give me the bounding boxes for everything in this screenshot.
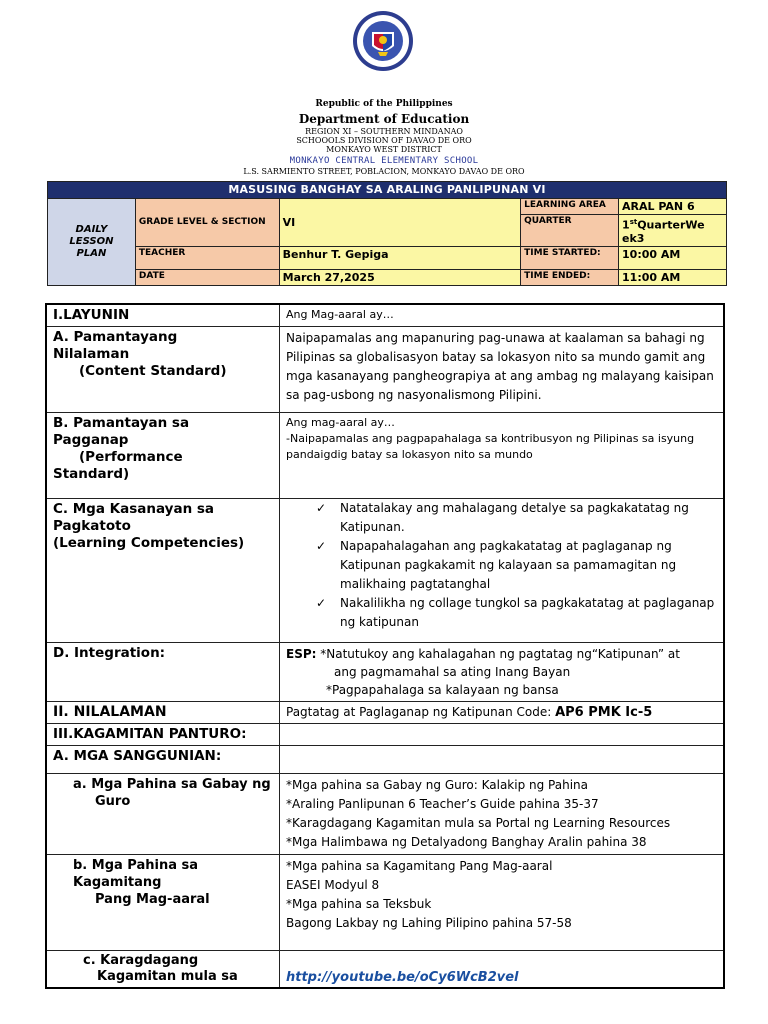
time-ended-label: TIME ENDED: bbox=[521, 269, 619, 285]
performance-standard-label: B. Pamantayan sa Pagganap (Performance Standard) bbox=[46, 413, 280, 499]
teacher-label: TEACHER bbox=[135, 246, 279, 269]
dll-info-table bbox=[47, 181, 727, 286]
kagamitang-mag-aaral-label: b. Mga Pahina sa Kagamitang Pang Mag-aaral bbox=[46, 855, 280, 951]
list-item: ✓ Natatalakay ang mahalagang detalye sa pagkakatatag ng Katipunan. bbox=[316, 501, 689, 534]
competencies-value bbox=[280, 499, 725, 643]
list-item: ✓ Nakalilikha ng collage tungkol sa pagkakatatag at paglaganap ng katipunan bbox=[316, 596, 715, 629]
row-karagdagang-kagamitan bbox=[46, 951, 724, 989]
row-sanggunian bbox=[46, 746, 724, 774]
integration-label: D. Integration: bbox=[46, 643, 280, 702]
youtube-link[interactable]: http://youtube.be/oCy6WcB2vel bbox=[286, 970, 519, 985]
row-competencies bbox=[46, 499, 724, 643]
date-label: DATE bbox=[135, 269, 279, 285]
row-performance-standard bbox=[46, 413, 724, 499]
row-content-standard bbox=[46, 327, 724, 413]
check-icon: ✓ bbox=[316, 539, 327, 553]
quarter-value: 1stQuarterWe ek3 bbox=[619, 215, 727, 247]
header-school-name: MONKAYO CENTRAL ELEMENTARY SCHOOL bbox=[289, 156, 479, 166]
kagamitan-label: III.KAGAMITAN PANTURO: bbox=[46, 724, 280, 746]
performance-standard-intro: Ang mag-aaral ay… bbox=[286, 416, 395, 429]
quarter-label: QUARTER bbox=[521, 215, 619, 247]
header-republic: Republic of the Philippines bbox=[315, 99, 453, 109]
teacher-value: Benhur T. Gepiga bbox=[279, 246, 521, 269]
list-item: ✓ Napapahalagahan ang pagkakatatag at paglaganap ng Katipunan pagkakamit ng kalayaan sa pamamagitan ng malikhaing pagtatanghal bbox=[316, 539, 677, 591]
performance-standard-value bbox=[280, 413, 725, 499]
list-item: *Mga Halimbawa ng Detalyadong Banghay Aralin pahina 38 bbox=[286, 835, 647, 849]
header-region: REGION XI – SOUTHERN MINDANAO bbox=[305, 127, 463, 136]
time-started-label: TIME STARTED: bbox=[521, 246, 619, 269]
list-item: *Araling Panlipunan 6 Teacher’s Guide pahina 35-37 bbox=[286, 797, 599, 811]
sanggunian-label: A. MGA SANGGUNIAN: bbox=[46, 746, 280, 774]
layunin-value: Ang Mag-aaral ay… bbox=[280, 304, 725, 327]
learning-area-value: ARAL PAN 6 bbox=[619, 199, 727, 215]
nilalaman-label: II. NILALAMAN bbox=[46, 702, 280, 724]
grade-level-value: VI bbox=[279, 199, 521, 247]
header-street: L.S. SARMIENTO STREET, POBLACION, MONKAYO DAVAO DE ORO bbox=[243, 167, 525, 176]
list-item: *Karagdagang Kagamitan mula sa Portal ng Learning Resources bbox=[286, 816, 671, 830]
nilalaman-value: Pagtatag at Paglaganap ng Katipunan Code: AP6 PMK Ic-5 bbox=[280, 702, 725, 724]
row-kagamitang-mag-aaral bbox=[46, 855, 724, 951]
check-icon: ✓ bbox=[316, 501, 327, 515]
header-district: MONKAYO WEST DISTRICT bbox=[326, 145, 442, 154]
learning-area-label: LEARNING AREA bbox=[521, 199, 619, 215]
header-department: Department of Education bbox=[298, 112, 470, 126]
list-item: Bagong Lakbay ng Lahing Pilipino pahina 57-58 bbox=[286, 916, 572, 930]
lesson-plan-table bbox=[45, 303, 725, 989]
list-item: EASEI Modyul 8 bbox=[286, 878, 380, 892]
competencies-label: C. Mga Kasanayan sa Pagkatoto (Learning Competencies) bbox=[46, 499, 280, 643]
row-gabay-guro bbox=[46, 774, 724, 855]
list-item: *Mga pahina sa Kagamitang Pang Mag-aaral bbox=[286, 859, 553, 873]
time-ended-value: 11:00 AM bbox=[619, 269, 727, 285]
dll-title: MASUSING BANGHAY SA ARALING PANLIPUNAN VI bbox=[48, 182, 727, 199]
layunin-label: I.LAYUNIN bbox=[46, 304, 280, 327]
row-integration bbox=[46, 643, 724, 702]
deped-seal-icon bbox=[352, 10, 414, 72]
karagdagang-kagamitan-value bbox=[280, 951, 725, 989]
performance-standard-text: -Naipapamalas ang pagpapahalaga sa kontribusyon ng Pilipinas sa isyung pandaigdig batay sa lokasyon nito sa mundo bbox=[286, 432, 695, 461]
integration-value: ESP: *Natutukoy ang kahalagahan ng pagtatag ng“Katipunan” at ang pagmamahal sa ating Inang Bayan *Pagpapahalaga sa kalayaan ng bansa bbox=[280, 643, 725, 702]
competencies-list bbox=[284, 499, 719, 632]
time-started-value: 10:00 AM bbox=[619, 246, 727, 269]
check-icon: ✓ bbox=[316, 596, 327, 610]
row-layunin bbox=[46, 304, 724, 327]
karagdagang-kagamitan-label: c. Karagdagang Kagamitan mula sa bbox=[46, 951, 280, 989]
list-item: *Mga pahina sa Teksbuk bbox=[286, 897, 432, 911]
row-nilalaman bbox=[46, 702, 724, 724]
daily-lesson-plan-label: DAILY LESSON PLAN bbox=[48, 199, 136, 286]
gabay-guro-value bbox=[280, 774, 725, 855]
content-standard-label: A. Pamantayang Nilalaman (Content Standard) bbox=[46, 327, 280, 413]
list-item: *Mga pahina sa Gabay ng Guro: Kalakip ng Pahina bbox=[286, 778, 588, 792]
header-schools-division: SCHOOOLS DIVISION OF DAVAO DE ORO bbox=[296, 136, 472, 145]
gabay-guro-label: a. Mga Pahina sa Gabay ng Guro bbox=[46, 774, 280, 855]
grade-level-label: GRADE LEVEL & SECTION bbox=[135, 199, 279, 247]
date-value: March 27,2025 bbox=[279, 269, 521, 285]
content-standard-value: Naipapamalas ang mapanuring pag-unawa at kaalaman sa bahagi ng Pilipinas sa globalisasyon batay sa lokasyon nito sa mundo gamit ang mga kasanayang pangheograpiya at ang ambag ng malayang kaisipan sa pag-usbong ng nasyonalismong Pilipini. bbox=[280, 327, 725, 413]
row-kagamitan bbox=[46, 724, 724, 746]
kagamitang-mag-aaral-value bbox=[280, 855, 725, 951]
